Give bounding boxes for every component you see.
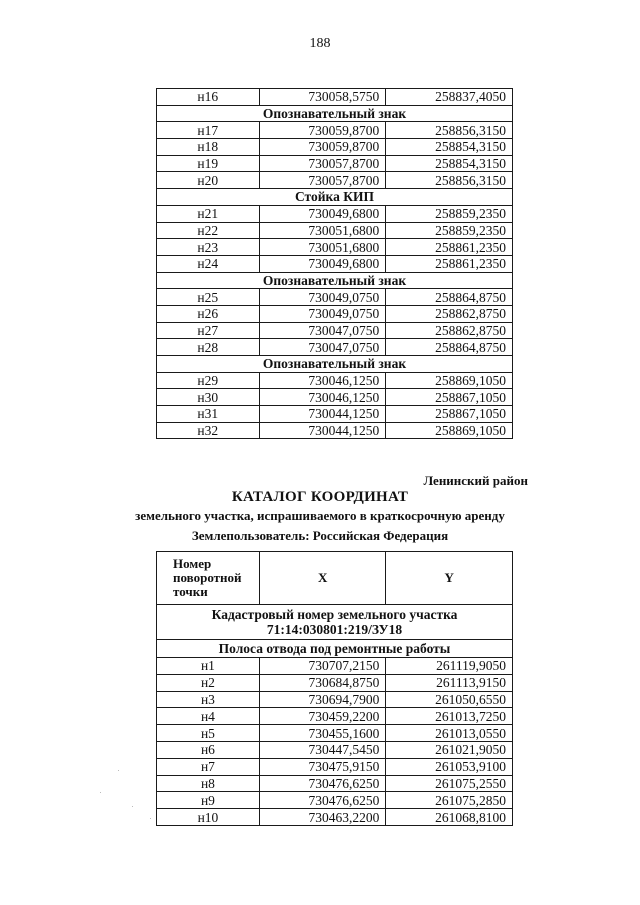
- y-cell: 261021,9050: [386, 741, 513, 758]
- x-cell: 730057,8700: [259, 172, 386, 189]
- coordinates-table-continued: [156, 88, 513, 439]
- x-cell: 730047,0750: [259, 339, 386, 356]
- table-row: [157, 691, 513, 708]
- table-row: [157, 255, 513, 272]
- point-cell: н17: [157, 122, 260, 139]
- y-cell: 258864,8750: [386, 339, 513, 356]
- section-label: Опознавательный знак: [157, 356, 513, 373]
- table-row: [157, 775, 513, 792]
- table-row: [157, 239, 513, 256]
- y-cell: 258867,1050: [386, 406, 513, 423]
- point-cell: н10: [157, 809, 260, 826]
- x-cell: 730046,1250: [259, 372, 386, 389]
- y-cell: 258869,1050: [386, 422, 513, 439]
- point-cell: н2: [157, 674, 260, 691]
- x-cell: 730475,9150: [259, 758, 386, 775]
- x-cell: 730049,6800: [259, 205, 386, 222]
- point-cell: н22: [157, 222, 260, 239]
- y-cell: 258837,4050: [386, 89, 513, 106]
- point-cell: н28: [157, 339, 260, 356]
- header-x: X: [259, 552, 386, 605]
- y-cell: 258854,3150: [386, 139, 513, 156]
- point-cell: н31: [157, 406, 260, 423]
- point-cell: н32: [157, 422, 260, 439]
- y-cell: 261013,7250: [386, 708, 513, 725]
- x-cell: 730476,6250: [259, 792, 386, 809]
- table-row: [157, 172, 513, 189]
- x-cell: 730476,6250: [259, 775, 386, 792]
- y-cell: 258861,2350: [386, 239, 513, 256]
- y-cell: 261013,0550: [386, 725, 513, 742]
- section-row: [157, 272, 513, 289]
- x-cell: 730684,8750: [259, 674, 386, 691]
- table-row: [157, 758, 513, 775]
- x-cell: 730707,2150: [259, 658, 386, 675]
- section-row: [157, 356, 513, 373]
- coordinates-catalog-table: [156, 551, 513, 826]
- x-cell: 730044,1250: [259, 422, 386, 439]
- point-cell: н16: [157, 89, 260, 106]
- table-row: [157, 339, 513, 356]
- land-user-line: Землепользователь: Российская Федерация: [191, 528, 449, 543]
- y-cell: 258856,3150: [386, 172, 513, 189]
- scan-speck: [118, 770, 119, 771]
- point-cell: н18: [157, 139, 260, 156]
- table-row: [157, 222, 513, 239]
- section-label: Полоса отвода под ремонтные работы: [157, 640, 513, 658]
- x-cell: 730057,8700: [259, 155, 386, 172]
- section-label: Стойка КИП: [157, 189, 513, 206]
- point-cell: н7: [157, 758, 260, 775]
- point-cell: н3: [157, 691, 260, 708]
- y-cell: 261053,9100: [386, 758, 513, 775]
- x-cell: 730463,2200: [259, 809, 386, 826]
- y-cell: 261075,2550: [386, 775, 513, 792]
- catalog-subtitle: земельного участка, испрашиваемого в краткосрочную аренду: [135, 508, 505, 523]
- point-cell: н8: [157, 775, 260, 792]
- catalog-title: КАТАЛОГ КООРДИНАТ: [231, 489, 409, 505]
- x-cell: 730051,6800: [259, 222, 386, 239]
- point-cell: н1: [157, 658, 260, 675]
- coordinates-table-body: [157, 89, 513, 439]
- table-row: [157, 658, 513, 675]
- table-row: [157, 389, 513, 406]
- cadastral-caption: Кадастровый номер земельного участка: [211, 607, 458, 622]
- y-cell: 258864,8750: [386, 289, 513, 306]
- scan-speck: [150, 818, 151, 819]
- x-cell: 730047,0750: [259, 322, 386, 339]
- x-cell: 730046,1250: [259, 389, 386, 406]
- x-cell: 730058,5750: [259, 89, 386, 106]
- point-cell: н4: [157, 708, 260, 725]
- x-cell: 730051,6800: [259, 239, 386, 256]
- point-cell: н23: [157, 239, 260, 256]
- point-cell: н9: [157, 792, 260, 809]
- x-cell: 730459,2200: [259, 708, 386, 725]
- y-cell: 258859,2350: [386, 222, 513, 239]
- point-cell: н5: [157, 725, 260, 742]
- section-label: Опознавательный знак: [157, 272, 513, 289]
- section-label: Опознавательный знак: [157, 105, 513, 122]
- table-row: [157, 322, 513, 339]
- x-cell: 730049,6800: [259, 255, 386, 272]
- table-row: [157, 89, 513, 106]
- table-row: [157, 674, 513, 691]
- header-y: Y: [386, 552, 513, 605]
- point-cell: н20: [157, 172, 260, 189]
- section-row: [157, 189, 513, 206]
- y-cell: 258856,3150: [386, 122, 513, 139]
- table-row: [157, 372, 513, 389]
- scan-speck: [132, 806, 133, 807]
- page-number: 188: [309, 36, 331, 51]
- y-cell: 261050,6550: [386, 691, 513, 708]
- y-cell: 258862,8750: [386, 322, 513, 339]
- x-cell: 730447,5450: [259, 741, 386, 758]
- point-cell: н19: [157, 155, 260, 172]
- table-row: [157, 305, 513, 322]
- y-cell: 261113,9150: [386, 674, 513, 691]
- table-row: [157, 406, 513, 423]
- x-cell: 730049,0750: [259, 289, 386, 306]
- table-row: [157, 708, 513, 725]
- section-row: [157, 640, 513, 658]
- x-cell: 730694,7900: [259, 691, 386, 708]
- table-row: [157, 139, 513, 156]
- y-cell: 258854,3150: [386, 155, 513, 172]
- point-cell: н6: [157, 741, 260, 758]
- point-cell: н27: [157, 322, 260, 339]
- y-cell: 261119,9050: [386, 658, 513, 675]
- y-cell: 258867,1050: [386, 389, 513, 406]
- table-row: [157, 289, 513, 306]
- point-cell: н24: [157, 255, 260, 272]
- point-cell: н29: [157, 372, 260, 389]
- x-cell: 730059,8700: [259, 139, 386, 156]
- point-cell: н25: [157, 289, 260, 306]
- cadastral-row: [157, 605, 513, 640]
- y-cell: 258859,2350: [386, 205, 513, 222]
- x-cell: 730044,1250: [259, 406, 386, 423]
- cadastral-number: 71:14:030801:219/ЗУ18: [266, 622, 403, 637]
- table-row: [157, 725, 513, 742]
- table-row: [157, 809, 513, 826]
- header-point-number: Номер поворотной точки: [157, 552, 260, 605]
- table-row: [157, 155, 513, 172]
- point-cell: н30: [157, 389, 260, 406]
- section-row: [157, 105, 513, 122]
- y-cell: 258869,1050: [386, 372, 513, 389]
- y-cell: 258862,8750: [386, 305, 513, 322]
- table-row: [157, 422, 513, 439]
- x-cell: 730455,1600: [259, 725, 386, 742]
- point-cell: н21: [157, 205, 260, 222]
- table-row: [157, 122, 513, 139]
- table-row: [157, 741, 513, 758]
- table-row: [157, 205, 513, 222]
- catalog-rows: [157, 658, 513, 826]
- x-cell: 730049,0750: [259, 305, 386, 322]
- district-label: Ленинский район: [423, 473, 528, 488]
- table-header-row: [157, 552, 513, 605]
- table-row: [157, 792, 513, 809]
- y-cell: 261075,2850: [386, 792, 513, 809]
- cadastral-number-cell: [157, 605, 513, 640]
- scan-speck: [100, 792, 101, 793]
- point-cell: н26: [157, 305, 260, 322]
- y-cell: 261068,8100: [386, 809, 513, 826]
- x-cell: 730059,8700: [259, 122, 386, 139]
- y-cell: 258861,2350: [386, 255, 513, 272]
